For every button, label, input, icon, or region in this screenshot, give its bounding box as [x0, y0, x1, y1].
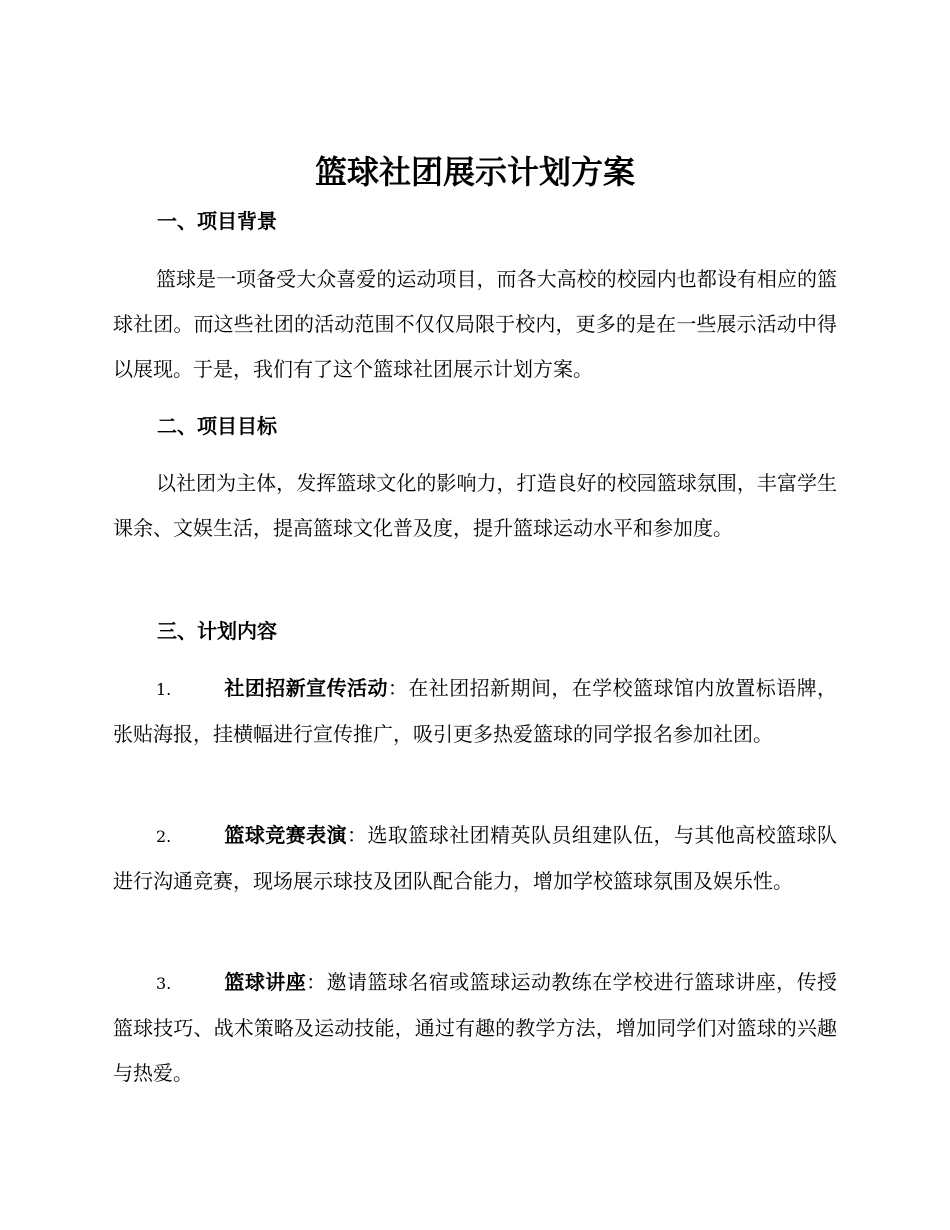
plan-item-competition — [113, 813, 837, 904]
plan-item-text: 选取篮球社团精英队员组建队伍，与其他高校篮球队进行沟通竞赛，现场展示球技及团队配合能力，增加学校篮球氛围及娱乐性。 — [113, 823, 838, 893]
section-heading-background: 一、项目背景 — [157, 209, 277, 233]
plan-item-number: 2. — [156, 827, 172, 846]
plan-item-separator: ： — [306, 970, 327, 994]
section-heading-plan: 三、计划内容 — [157, 619, 277, 643]
plan-item-number: 1. — [156, 680, 172, 699]
plan-item-number: 3. — [156, 974, 172, 993]
plan-item-recruitment — [113, 666, 837, 757]
plan-item-label: 篮球讲座 — [224, 970, 307, 994]
section-paragraph-goals: 以社团为主体，发挥篮球文化的影响力，打造良好的校园篮球氛围，丰富学生课余、文娱生活，提高篮球文化普及度，提升篮球运动水平和参加度。 — [113, 471, 837, 540]
plan-item-lecture — [113, 960, 837, 1096]
section-paragraph-background: 篮球是一项备受大众喜爱的运动项目，而各大高校的校园内也都设有相应的篮球社团。而这些社团的活动范围不仅仅局限于校内，更多的是在一些展示活动中得以展现。于是，我们有了这个篮球社团展示计划方案。 — [113, 267, 837, 381]
plan-item-label: 篮球竞赛表演 — [224, 823, 348, 847]
plan-item-label: 社团招新宣传活动 — [224, 676, 388, 700]
plan-item-text: 邀请篮球名宿或篮球运动教练在学校进行篮球讲座，传授篮球技巧、战术策略及运动技能，通过有趣的教学方法，增加同学们对篮球的兴趣与热爱。 — [113, 970, 838, 1085]
plan-item-separator: ： — [387, 676, 409, 700]
plan-item-text: 在社团招新期间，在学校篮球馆内放置标语牌，张贴海报，挂横幅进行宣传推广，吸引更多热爱篮球的同学报名参加社团。 — [113, 676, 838, 746]
plan-item-separator: ： — [347, 823, 368, 847]
document-title: 篮球社团展示计划方案 — [314, 153, 635, 191]
section-heading-goals: 二、项目目标 — [157, 414, 277, 438]
